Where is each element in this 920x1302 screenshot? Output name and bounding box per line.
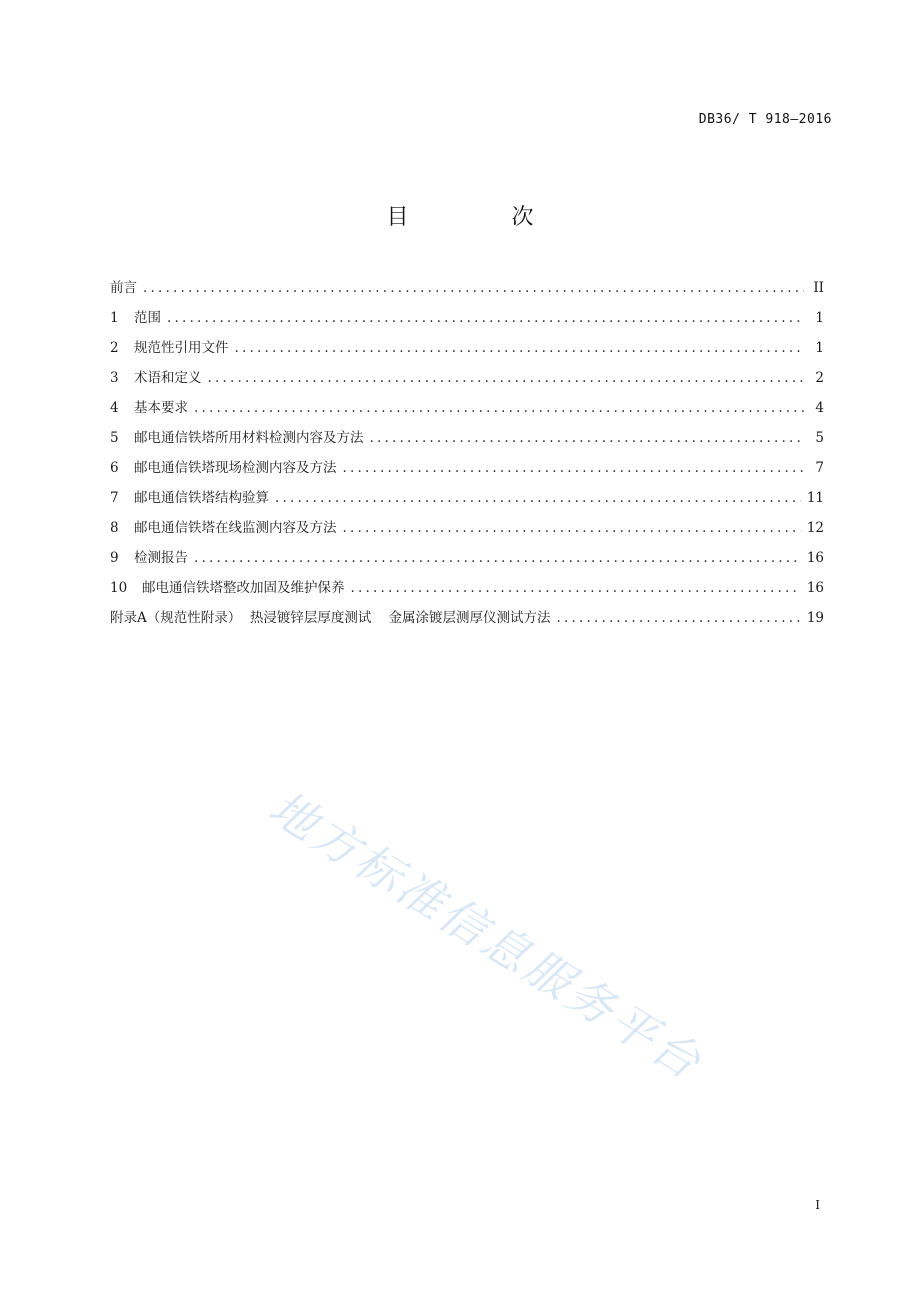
- toc-entry-number: 5: [110, 430, 119, 446]
- toc-leader-dots: [557, 608, 801, 628]
- toc-list: [110, 278, 824, 638]
- toc-leader-dots: [343, 518, 801, 538]
- toc-entry-7[interactable]: [110, 488, 824, 518]
- toc-entry-foreword[interactable]: [110, 278, 824, 308]
- toc-entry-label: 基本要求: [134, 400, 188, 416]
- toc-entry-number: 3: [110, 370, 119, 386]
- toc-entry-number: 7: [110, 490, 119, 506]
- toc-entry-8[interactable]: [110, 518, 824, 548]
- toc-entry-number: 4: [110, 400, 119, 416]
- toc-entry-10[interactable]: [110, 578, 824, 608]
- toc-entry-label: 前言: [110, 280, 137, 296]
- toc-entry-number: 8: [110, 520, 119, 536]
- toc-leader-dots: [194, 398, 804, 418]
- toc-entry-page: II: [813, 280, 824, 296]
- toc-entry-label: 检测报告: [134, 550, 188, 566]
- toc-entry-label: 邮电通信铁塔整改加固及维护保养: [142, 580, 345, 596]
- toc-entry-page: 1: [815, 340, 824, 356]
- toc-entry-page: 2: [815, 370, 824, 386]
- toc-entry-page: 16: [806, 580, 824, 596]
- toc-leader-dots: [143, 278, 804, 298]
- toc-entry-3[interactable]: [110, 368, 824, 398]
- toc-entry-2[interactable]: [110, 338, 824, 368]
- toc-entry-1[interactable]: [110, 308, 824, 338]
- toc-entry-label: 范围: [134, 310, 161, 326]
- toc-entry-label: 邮电通信铁塔现场检测内容及方法: [134, 460, 337, 476]
- toc-entry-page: 16: [806, 550, 824, 566]
- toc-entry-number: 2: [110, 340, 119, 356]
- toc-leader-dots: [167, 308, 804, 328]
- toc-leader-dots: [275, 488, 801, 508]
- toc-entry-5[interactable]: [110, 428, 824, 458]
- toc-leader-dots: [208, 368, 805, 388]
- toc-entry-6[interactable]: [110, 458, 824, 488]
- toc-entry-page: 7: [815, 460, 824, 476]
- toc-entry-label: 邮电通信铁塔所用材料检测内容及方法: [134, 430, 364, 446]
- toc-leader-dots: [343, 458, 805, 478]
- toc-entry-label: 邮电通信铁塔在线监测内容及方法: [134, 520, 337, 536]
- toc-entry-page: 19: [806, 610, 824, 626]
- toc-entry-page: 1: [815, 310, 824, 326]
- toc-entry-number: 9: [110, 550, 119, 566]
- watermark: 地方标准信息服务平台: [260, 780, 713, 1091]
- toc-leader-dots: [370, 428, 805, 448]
- toc-entry-page: 11: [806, 490, 824, 506]
- toc-entry-label: 规范性引用文件: [134, 340, 229, 356]
- toc-entry-number: 1: [110, 310, 119, 326]
- toc-leader-dots: [351, 578, 801, 598]
- toc-entry-label: 附录A（规范性附录） 热浸镀锌层厚度测试 金属涂镀层测厚仪测试方法: [110, 610, 551, 626]
- toc-entry-number: 6: [110, 460, 119, 476]
- toc-entry-appendix-a[interactable]: [110, 608, 824, 638]
- toc-entry-page: 12: [806, 520, 824, 536]
- standard-code: DB36/ T 918—2016: [698, 112, 832, 127]
- toc-entry-4[interactable]: [110, 398, 824, 428]
- toc-leader-dots: [194, 548, 801, 568]
- toc-entry-page: 4: [815, 400, 824, 416]
- toc-entry-page: 5: [815, 430, 824, 446]
- toc-title: 目 次: [386, 205, 582, 230]
- toc-entry-9[interactable]: [110, 548, 824, 578]
- toc-entry-label: 术语和定义: [134, 370, 202, 386]
- toc-leader-dots: [235, 338, 805, 358]
- page-number: I: [815, 1198, 820, 1212]
- toc-entry-label: 邮电通信铁塔结构验算: [134, 490, 269, 506]
- toc-entry-number: 10: [110, 580, 128, 596]
